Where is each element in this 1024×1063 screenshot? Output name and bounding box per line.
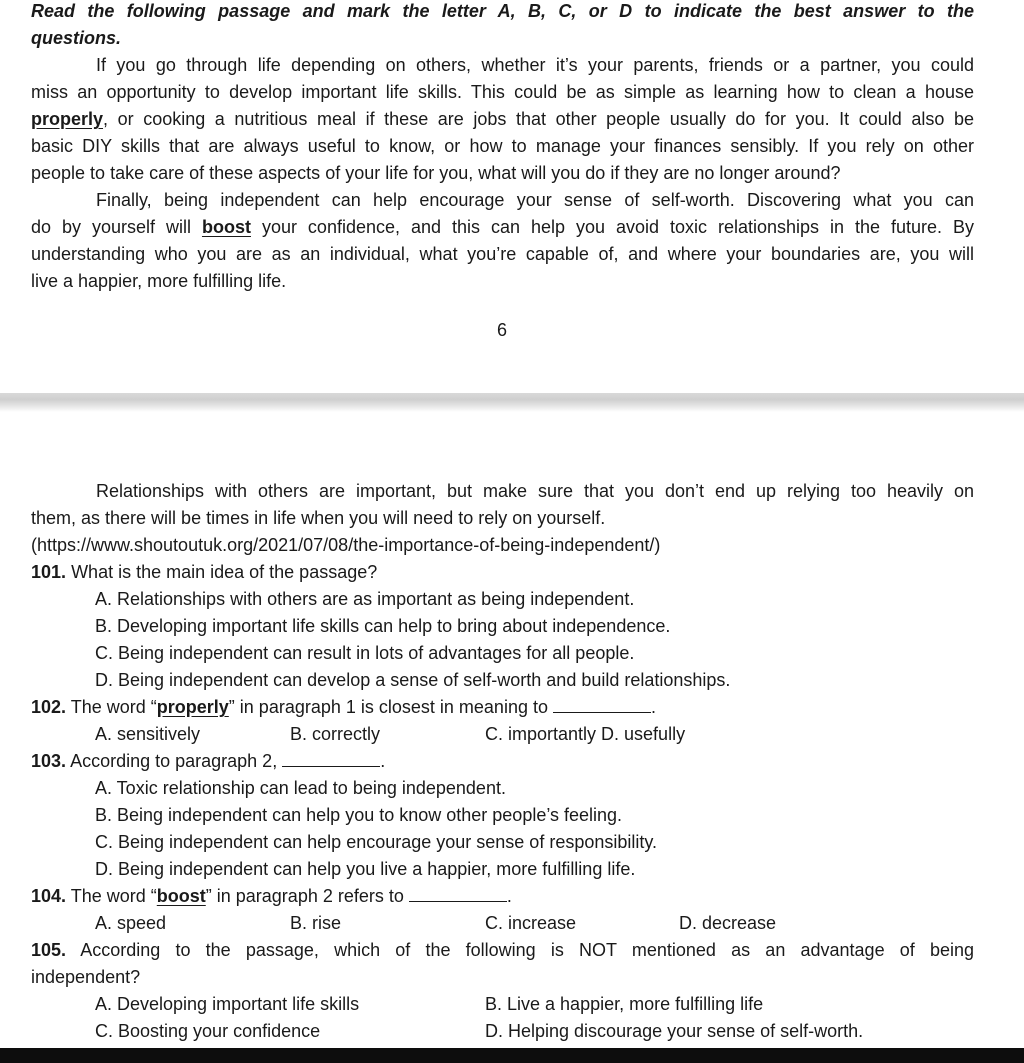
q104-option-a: A. speed [95, 913, 167, 933]
bottom-black-bar [0, 1048, 1024, 1063]
paragraph-2-line-2: do by yourself will boost your confidence, and this can help you avoid toxic relationships in the future. By [31, 217, 974, 237]
q103-option-a: A. Toxic relationship can lead to being independent. [95, 778, 506, 798]
question-105-line-2: independent? [31, 967, 141, 987]
question-103: 103. According to paragraph 2, . [31, 748, 385, 775]
underlined-word-properly: properly [31, 109, 104, 129]
q102-option-a: A. sensitively [95, 724, 201, 744]
q101-option-a: A. Relationships with others are as important as being independent. [95, 589, 635, 609]
paragraph-1-line-5: people to take care of these aspects of your life for you, what will you do if they are no longer around? [31, 163, 841, 183]
question-101: 101. What is the main idea of the passage? [31, 562, 378, 582]
paragraph-2-line-1: Finally, being independent can help encourage your sense of self-worth. Discovering what you can [96, 190, 974, 210]
paragraph-3-line-2: them, as there will be times in life when you will need to rely on yourself. [31, 508, 606, 528]
instruction-line-1: Read the following passage and mark the letter A, B, C, or D to indicate the best answer to the [31, 1, 974, 21]
instruction-line-2: questions. [31, 28, 122, 48]
q104-option-d: D. decrease [679, 913, 777, 933]
answer-blank [282, 748, 380, 767]
paragraph-3-line-1: Relationships with others are important, but make sure that you don’t end up relying too heavily on [96, 481, 974, 501]
paragraph-1-line-4: basic DIY skills that are always useful to know, or how to manage your finances sensibly. If you rely on other [31, 136, 974, 156]
paragraph-2-line-3: understanding who you are as an individual, what you’re capable of, and where your boundaries are, you will [31, 244, 974, 264]
q104-option-c: C. increase [485, 913, 577, 933]
paragraph-2-line-4: live a happier, more fulfilling life. [31, 271, 287, 291]
q101-option-b: B. Developing important life skills can help to bring about independence. [95, 616, 671, 636]
question-104: 104. The word “boost” in paragraph 2 refers to . [31, 883, 512, 910]
underlined-word-boost: boost [201, 217, 251, 237]
q105-option-d: D. Helping discourage your sense of self-worth. [485, 1021, 864, 1041]
q102-option-cd: C. importantly D. usefully [485, 724, 686, 744]
source-citation: (https://www.shoutoutuk.org/2021/07/08/the-importance-of-being-independent/) [31, 535, 661, 555]
q105-option-c: C. Boosting your confidence [95, 1021, 321, 1041]
q104-option-b: B. rise [290, 913, 342, 933]
q102-option-b: B. correctly [290, 724, 381, 744]
q103-option-b: B. Being independent can help you to know other people’s feeling. [95, 805, 623, 825]
q103-option-c: C. Being independent can help encourage your sense of responsibility. [95, 832, 658, 852]
q105-option-b: B. Live a happier, more fulfilling life [485, 994, 764, 1014]
q101-option-d: D. Being independent can develop a sense of self-worth and build relationships. [95, 670, 731, 690]
document-page-bottom [0, 412, 1024, 1048]
q105-option-a: A. Developing important life skills [95, 994, 360, 1014]
q103-option-d: D. Being independent can help you live a happier, more fulfilling life. [95, 859, 636, 879]
question-102: 102. The word “properly” in paragraph 1 is closest in meaning to . [31, 694, 656, 721]
page-separator [0, 393, 1024, 412]
paragraph-1-line-2: miss an opportunity to develop important life skills. This could be as simple as learning how to clean a house [31, 82, 974, 102]
paragraph-1-line-3: properly, or cooking a nutritious meal if these are jobs that other people usually do for you. It could also be [31, 109, 974, 129]
answer-blank [553, 694, 651, 713]
q101-option-c: C. Being independent can result in lots of advantages for all people. [95, 643, 635, 663]
page-number: 6 [496, 320, 507, 340]
paragraph-1-line-1: If you go through life depending on others, whether it’s your parents, friends or a partner, you could [96, 55, 974, 75]
answer-blank [409, 883, 507, 902]
document-page-top [0, 0, 1024, 393]
question-105-line-1: 105. According to the passage, which of the following is NOT mentioned as an advantage of being [31, 940, 974, 960]
